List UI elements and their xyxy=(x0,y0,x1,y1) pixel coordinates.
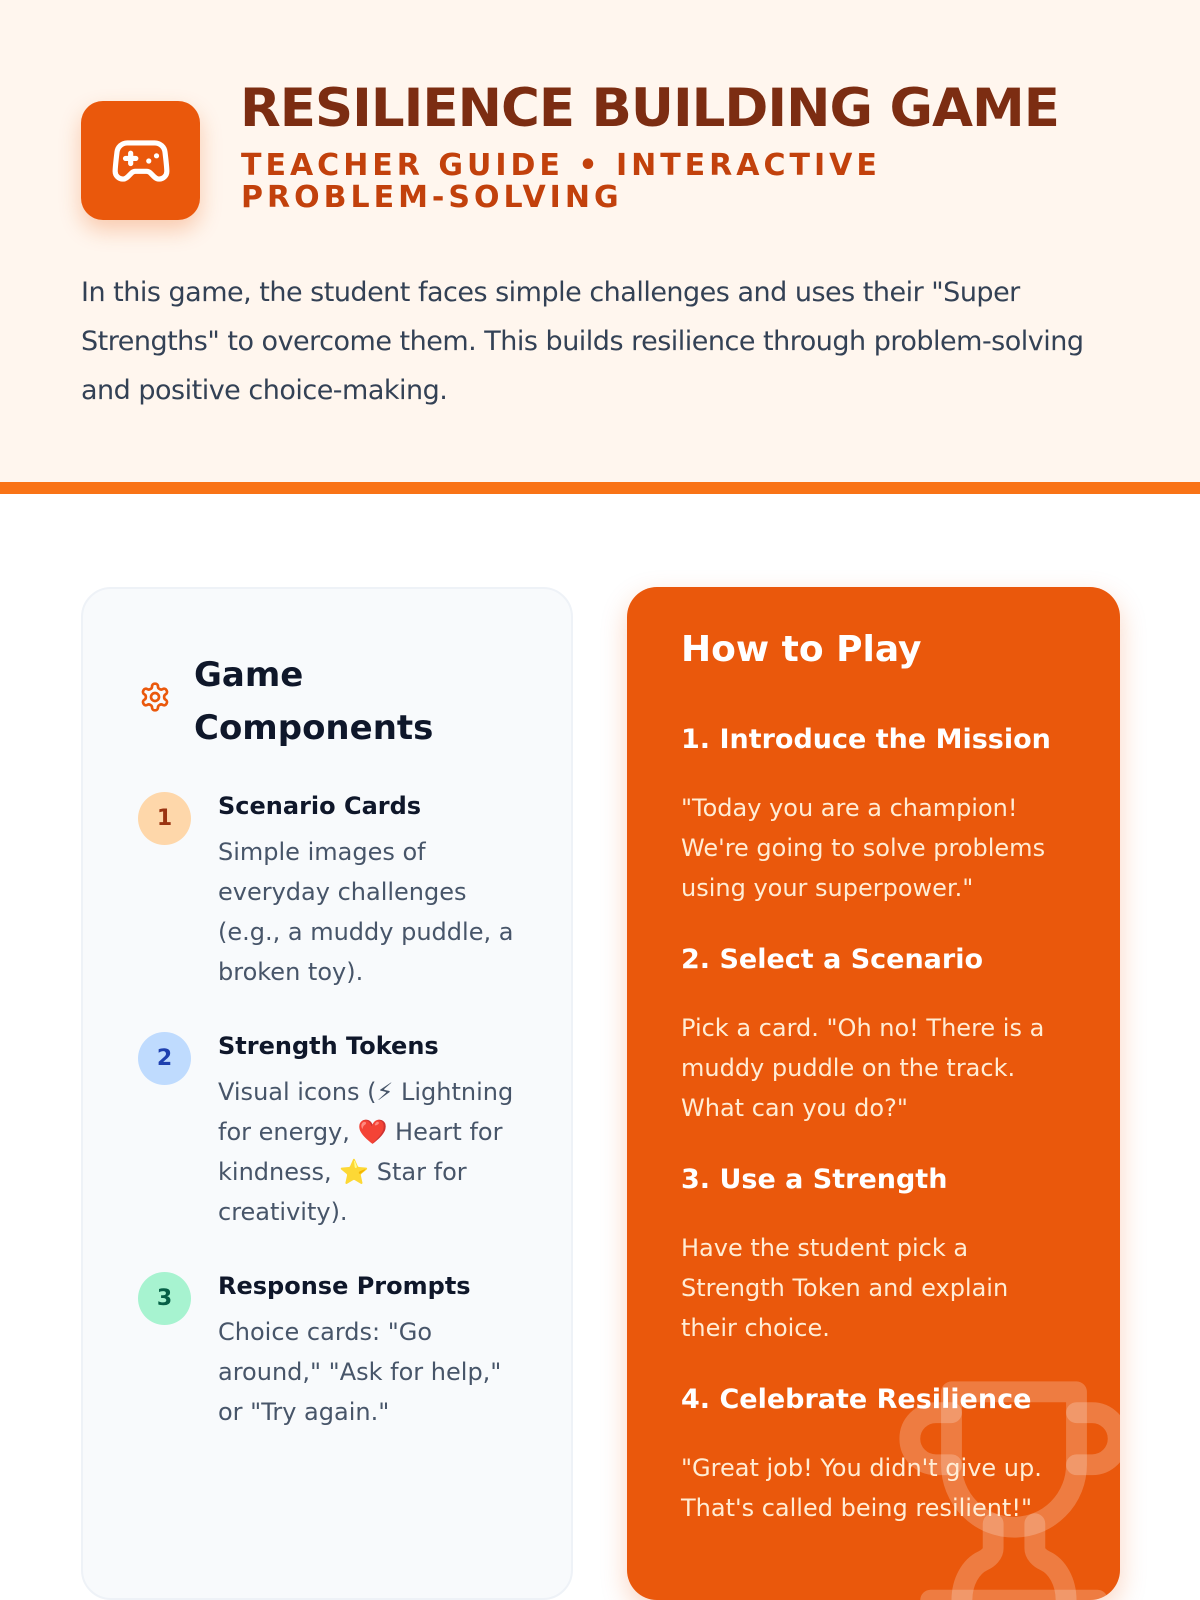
guide-header xyxy=(0,0,1200,494)
gamepad-icon xyxy=(110,130,172,192)
how-to-play-heading: How to Play xyxy=(681,629,922,670)
step-title: 2. Select a Scenario xyxy=(681,944,984,975)
step-title: 3. Use a Strength xyxy=(681,1164,948,1195)
component-description: Visual icons (⚡ Lightning for energy, ❤️ Heart for kindness, ⭐ Star for creativity). xyxy=(218,1078,514,1226)
components-heading-text: Game Components xyxy=(194,655,434,748)
page-title: RESILIENCE BUILDING GAME xyxy=(240,78,1059,139)
game-logo xyxy=(81,101,200,220)
component-description: Simple images of everyday challenges (e.g., a muddy puddle, a broken toy). xyxy=(218,838,514,986)
component-description: Choice cards: "Go around," "Ask for help," or "Try again." xyxy=(218,1318,502,1426)
component-title: Response Prompts xyxy=(218,1272,471,1300)
component-title: Scenario Cards xyxy=(218,792,422,820)
step-description: "Today you are a champion! We're going to solve problems using your superpower." xyxy=(681,794,1046,902)
gear-icon xyxy=(139,681,171,713)
step-title: 1. Introduce the Mission xyxy=(681,724,1051,755)
number-badge: 3 xyxy=(138,1272,191,1325)
page-subtitle: TEACHER GUIDE • INTERACTIVE PROBLEM-SOLVING xyxy=(241,148,881,215)
intro-paragraph: In this game, the student faces simple challenges and uses their "Super Strengths" to overcome them. This builds resilience through problem-solving and positive choice-making. xyxy=(81,277,1084,406)
step-description: Have the student pick a Strength Token and explain their choice. xyxy=(681,1234,1009,1342)
number-badge: 1 xyxy=(138,792,191,845)
number-badge: 2 xyxy=(138,1032,191,1085)
components-heading xyxy=(194,649,454,755)
step-description: "Great job! You didn't give up. That's called being resilient!" xyxy=(681,1454,1042,1522)
how-to-play-card xyxy=(627,587,1120,1600)
game-components-card xyxy=(81,587,573,1600)
step-description: Pick a card. "Oh no! There is a muddy puddle on the track. What can you do?" xyxy=(681,1014,1045,1122)
step-title: 4. Celebrate Resilience xyxy=(681,1384,1032,1415)
component-title: Strength Tokens xyxy=(218,1032,439,1060)
